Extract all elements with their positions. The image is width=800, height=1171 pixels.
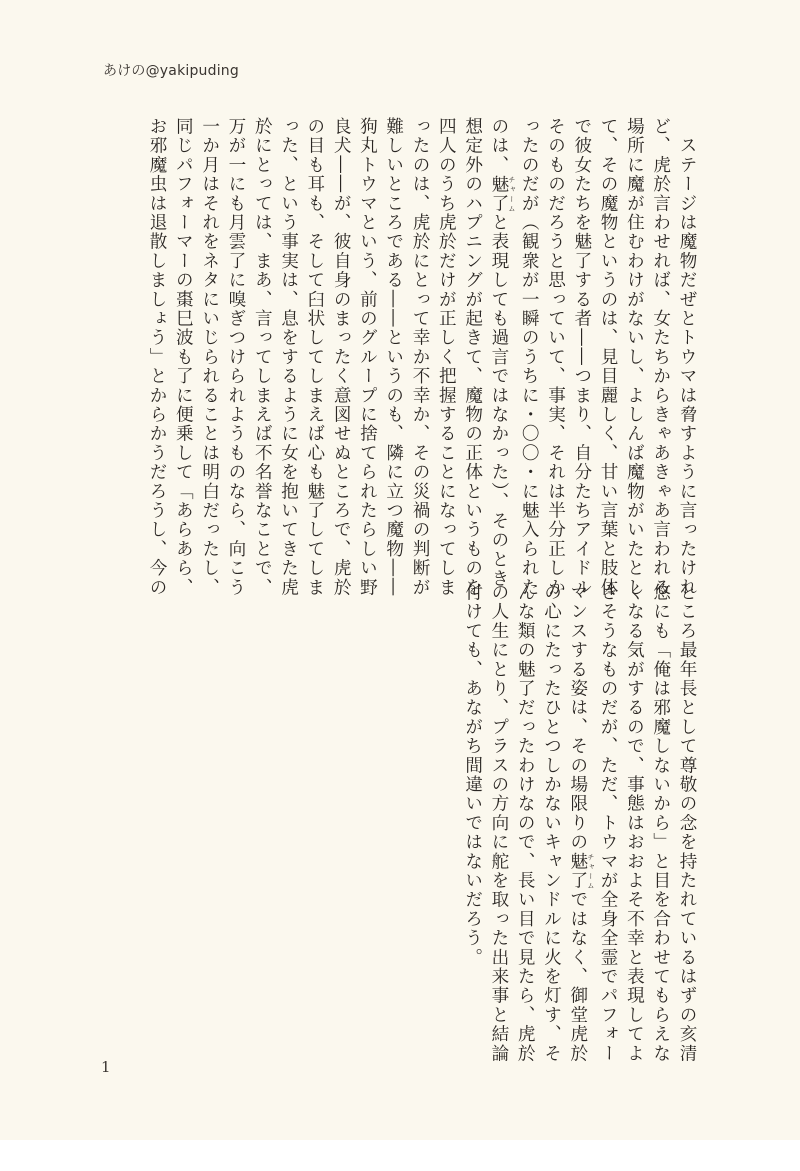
text-line: った、という事実は、息をするように女を抱いてきた虎 [278,117,299,597]
text-line: 一か月はそれをネタにいじられることは明白だったし、 [199,117,220,597]
text-line: のは、魅了 チャームと表現しても過言ではなかった）、そのとき [488,117,516,589]
text-line: ど、虎於言わせれば、女たちからきゃあきゃあ言われる [650,117,671,597]
ruby-annotation: 魅了 チャーム [567,851,595,891]
text-line: 想定外のハプニングが起きて、魔物の正体というものを [462,117,483,597]
text-line: 付けても、あながち間違いではないだろう。 [462,583,483,967]
ruby-reading: チャーム [586,851,595,891]
text-line: 四人のうち虎於だけが正しく把握することになってしま [436,117,457,597]
text-line: 万が一にも月雲了に嗅ぎつけられようものなら、向こう [225,117,246,597]
page-margin [0,1140,800,1171]
text-line: の人生にとり、プラスの方向に舵を取った出来事と結論 [488,583,509,1063]
text-line: 於にとっては、まあ、言ってしまえば不名誉なことで、 [252,117,273,597]
page-number: 1 [101,1058,111,1076]
text-line: ったのは、虎於にとって幸か不幸か、その災禍の判断が [410,117,431,597]
text-line: 同じパフォーマーの棗巳波も了に便乗して「あらあら、 [173,117,194,597]
text-line: お邪魔虫は退散しましょう」とからかうだろうし、今の [147,117,168,597]
text-line: で彼女たちを魅了する者――つまり、自分たちアイドル [571,117,592,597]
text-line: マンスする姿は、その場限りの魅了 チャームではなく、御堂虎於 [567,583,595,1064]
text-line: そのものだろうと思っていて、事実、それは半分正しか [545,117,566,597]
text-line: の心にたったひとつしかないキャンドルに火を灯す、そ [541,583,562,1063]
text-line: 悠にも「俺は邪魔しないから」と目を合わせてもらえな [650,583,671,1063]
text-line: ところ最年長として尊敬の念を持たれているはずの亥清 [677,583,697,1063]
text-line: の目も耳も、そして臼状してしまえば心も魅了してしま [304,117,325,597]
text-line: さそうなものだが、ただ、トウマが全身全霊でパフォー [598,583,619,1063]
text-line: て、その魔物というのは、見目麗しく、甘い言葉と肢体 [598,117,619,597]
text-line: ステージは魔物だぜとトウマは脅すように言ったけれ [677,117,697,597]
ruby-reading: チャーム [507,174,516,214]
text-line: 場所に魔が住むわけがないし、よしんば魔物がいたとし [624,117,645,597]
text-line: んな類の魅了だったわけなので、長い目で見たら、虎於 [515,583,536,1063]
text-line: くなる気がするので、事態はおおよそ不幸と表現してよ [624,583,645,1063]
text-line: 狗丸トウマという、前のグループに捨てられたらしい野 [357,117,378,597]
text-line: 良犬――が、彼自身のまったく意図せぬところで、虎於 [331,117,352,597]
text-line: ったのだが（観衆が一瞬のうちに・〇〇・に魅入られた [519,117,540,597]
text-block-top [144,117,700,597]
ruby-annotation: 魅了 チャーム [488,174,516,214]
text-block-bottom [459,583,700,1064]
text-line: 難しいところである――というのも、隣に立つ魔物―― [383,117,404,597]
author-handle: あけの@yakipuding [103,63,239,79]
